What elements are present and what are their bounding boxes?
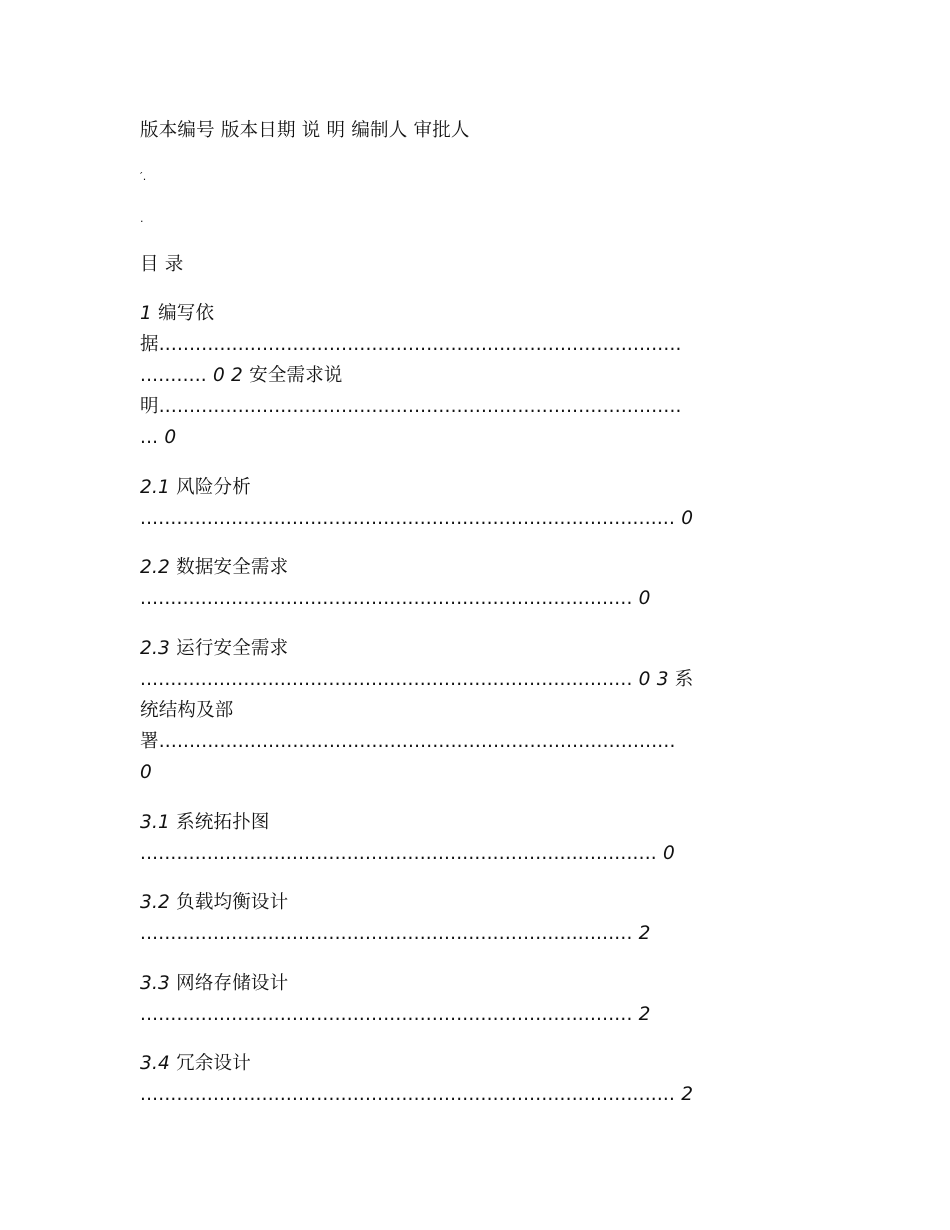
toc-entry-2-tail[interactable]	[140, 423, 176, 453]
toc-entry-3-3[interactable]	[140, 969, 288, 999]
toc-entry-title: 编写依	[158, 303, 215, 324]
toc-leader-dots: ........................................................................................	[140, 1084, 682, 1105]
toc-entry-number: 2.3	[140, 638, 171, 659]
toc-entry-title: 数据安全需求	[176, 557, 289, 578]
toc-entry-2-2[interactable]	[140, 553, 288, 583]
toc-entry-1-leader: 据......................................................................................	[140, 334, 682, 355]
toc-page-number: 0	[638, 588, 651, 609]
toc-entry-title: 负载均衡设计	[176, 892, 289, 913]
toc-entry-3-title[interactable]: 统结构及部	[140, 700, 234, 721]
toc-entry-3-1[interactable]	[140, 808, 270, 838]
stray-mark: .	[140, 212, 144, 225]
toc-entry-number: 3.1	[140, 812, 171, 833]
toc-leader-dots: .................................................................................	[140, 588, 639, 609]
toc-entry-3-leader: 署.....................................................................................	[140, 731, 676, 752]
toc-entry-1[interactable]	[140, 299, 214, 329]
stray-mark: ′.	[140, 170, 147, 183]
toc-page-number: 0	[164, 427, 177, 448]
toc-entry-title: 风险分析	[176, 477, 251, 498]
toc-entry-2-leader: 明......................................................................................	[140, 396, 682, 417]
toc-entry-title: 安全需求说	[249, 365, 343, 386]
toc-entry-3-4-leader	[140, 1080, 693, 1110]
toc-page-number: 0	[212, 365, 225, 386]
toc-entry-2-2-leader	[140, 584, 651, 614]
toc-entry-3-2-leader	[140, 919, 651, 949]
toc-entry-2-3[interactable]	[140, 634, 288, 664]
toc-leader-dots: .....................................................................................	[140, 843, 663, 864]
toc-entry-3-2[interactable]	[140, 888, 288, 918]
toc-entry-number: 3.4	[140, 1053, 171, 1074]
toc-entry-2-3-leader	[140, 665, 693, 695]
toc-leader-dots: .................................................................................	[140, 669, 639, 690]
toc-page-number: 0	[662, 843, 675, 864]
toc-entry-title: 运行安全需求	[176, 638, 289, 659]
toc-entry-title: 网络存储设计	[176, 973, 289, 994]
toc-leader-dots: .................................................................................	[140, 1004, 639, 1025]
toc-page-number: 0	[638, 669, 651, 690]
toc-leader-dots: .................................................................................	[140, 923, 639, 944]
toc-entry-title: 系统拓扑图	[176, 812, 270, 833]
toc-entry-number: 2.2	[140, 557, 171, 578]
toc-entry-3-1-leader	[140, 839, 675, 869]
toc-entry-2-1-leader	[140, 504, 693, 534]
version-header-row: 版本编号 版本日期 说 明 编制人 审批人	[140, 120, 470, 141]
toc-page-number: 0	[681, 508, 694, 529]
toc-page-number: 2	[681, 1084, 694, 1105]
toc-title: 目 录	[140, 254, 184, 275]
toc-leader-dots: ...........	[140, 365, 213, 386]
toc-page-number: 2	[638, 923, 651, 944]
toc-page-number: 0	[140, 762, 152, 783]
toc-entry-number: 1	[140, 303, 152, 324]
toc-entry-number: 2	[231, 365, 244, 386]
toc-entry-number: 3	[656, 669, 669, 690]
toc-entry-number: 3.2	[140, 892, 171, 913]
toc-entry-3-4[interactable]	[140, 1049, 251, 1079]
toc-entry-1-tail[interactable]	[140, 361, 343, 391]
toc-entry-number: 3.3	[140, 973, 171, 994]
toc-leader-dots: ........................................................................................	[140, 508, 682, 529]
toc-entry-2-1[interactable]	[140, 473, 251, 503]
toc-entry-title: 系	[674, 669, 694, 690]
toc-leader-dots: ...	[140, 427, 165, 448]
toc-entry-3-3-leader	[140, 1000, 651, 1030]
toc-entry-number: 2.1	[140, 477, 171, 498]
toc-entry-title: 冗余设计	[176, 1053, 251, 1074]
toc-page-number: 2	[638, 1004, 651, 1025]
